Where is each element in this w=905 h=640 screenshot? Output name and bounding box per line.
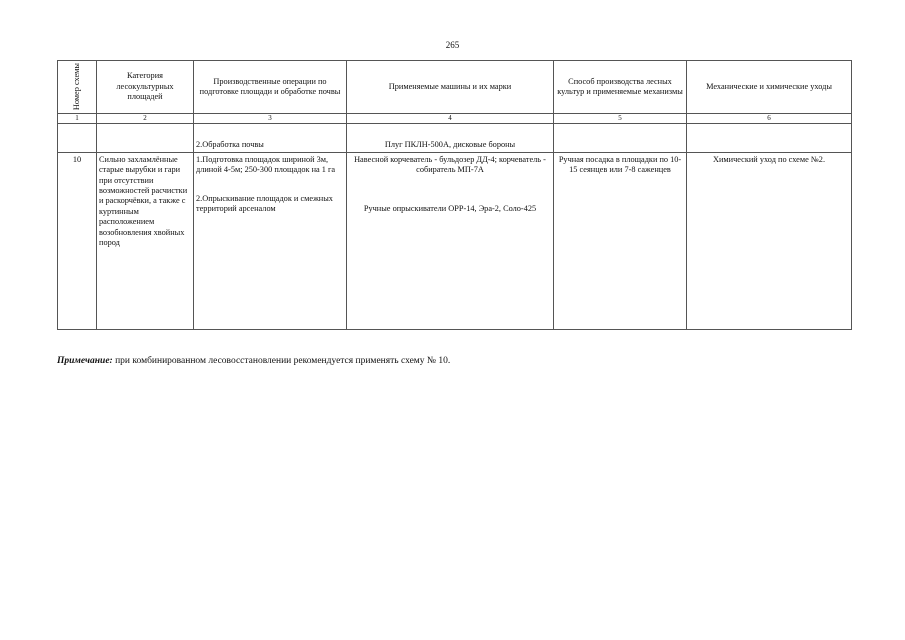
cell-operations <box>194 153 347 330</box>
header-method: Способ производства лесных культур и применяемые механизмы <box>554 61 687 114</box>
cell-machines <box>347 153 554 330</box>
header-category: Категория лесокультурных площадей <box>97 61 194 114</box>
schemes-table <box>57 60 852 330</box>
column-number: 6 <box>687 114 852 124</box>
machines-1: Навесной корчеватель - бульдозер ДД-4; корчеватель - собиратель МП-7А <box>354 155 546 175</box>
cell-category: Сильно захламлённые старые вырубки и гари при отсутствии возможностей расчистки и раскорчёвки, а также с куртинным расположением возобновления хвойных пород <box>97 153 194 330</box>
cell-scheme-number: 10 <box>58 153 97 330</box>
note-label: Примечание: <box>57 356 113 366</box>
cell-operation: 2.Обработка почвы <box>194 124 347 153</box>
cell-empty <box>97 124 194 153</box>
note-text: при комбинированном лесовосстановлении рекомендуется применять схему № 10. <box>112 356 451 366</box>
cell-empty <box>554 124 687 153</box>
cell-empty <box>58 124 97 153</box>
column-number: 2 <box>97 114 194 124</box>
header-care: Механические и химические уходы <box>687 61 852 114</box>
cell-empty <box>687 124 852 153</box>
page-number: 265 <box>445 40 460 50</box>
cell-care: Химический уход по схеме №2. <box>687 153 852 330</box>
note <box>57 356 450 366</box>
column-number: 5 <box>554 114 687 124</box>
table-row <box>58 153 852 330</box>
header-operations: Производственные операции по подготовке площади и обработке почвы <box>194 61 347 114</box>
column-number: 4 <box>347 114 554 124</box>
operation-2: 2.Опрыскивание площадок и смежных территорий арсеналом <box>196 193 333 214</box>
column-number: 1 <box>58 114 97 124</box>
operation-1: 1.Подготовка площадок шириной 3м, длиной 4-5м; 250-300 площадок на 1 га <box>196 155 336 175</box>
machines-2: Ручные опрыскиватели ОРР-14, Эра-2, Соло-425 <box>363 203 537 213</box>
header-machines: Применяемые машины и их марки <box>347 61 554 114</box>
column-numbers-row <box>58 114 852 124</box>
column-number: 3 <box>194 114 347 124</box>
table-header-row <box>58 61 852 114</box>
header-scheme-number: Номер схемы <box>58 61 97 114</box>
cell-method: Ручная посадка в площадки по 10-15 сеянцев или 7-8 саженцев <box>554 153 687 330</box>
table-row <box>58 124 852 153</box>
cell-machines: Плуг ПКЛН-500А, дисковые бороны <box>347 124 554 153</box>
